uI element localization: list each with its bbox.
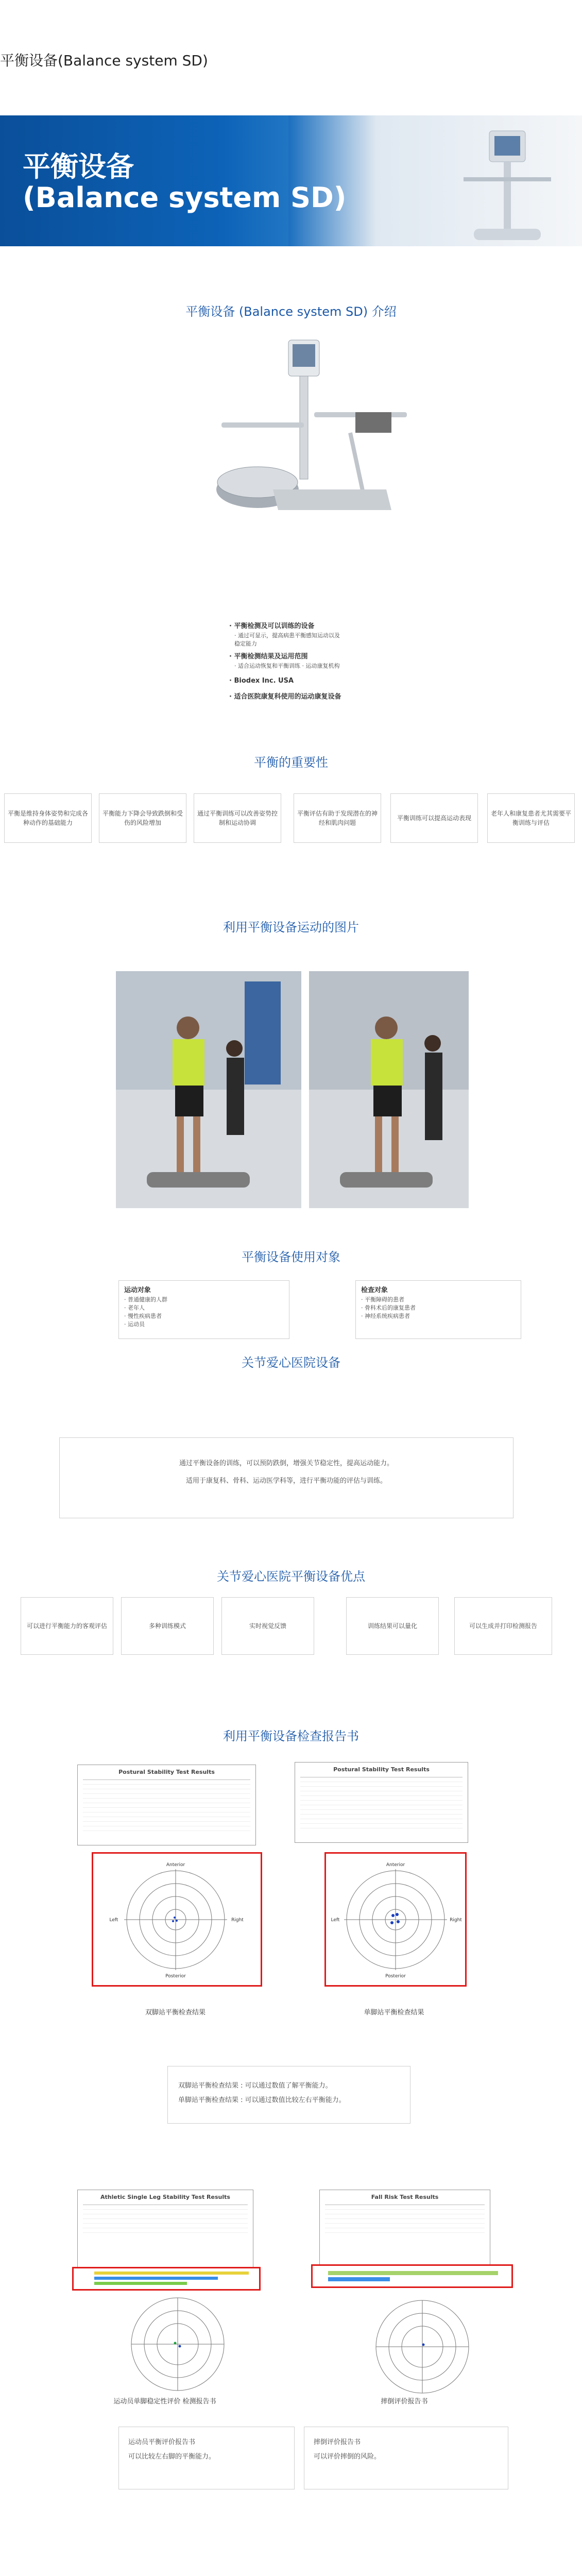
- targets-left-head: 运动对象: [124, 1286, 151, 1294]
- hero-title-line2: (Balance system SD): [23, 181, 347, 214]
- report-2-table: [300, 1777, 463, 1829]
- report-4-target-plot: [371, 2295, 474, 2398]
- knee-prevent-line: 适用于康复科、骨科、运动医学科等，进行平衡功能的评估与训练。: [185, 1477, 387, 1485]
- report-3-target-plot: [126, 2293, 229, 2396]
- report-1-caption: 双脚站平衡检查结果: [145, 2009, 206, 2016]
- importance-card: 通过平衡训练可以改善姿势控制和运动协调: [194, 793, 281, 843]
- advantage-card: 可以进行平衡能力的客观评估: [21, 1597, 113, 1655]
- hero-title-line1: 平衡设备: [23, 150, 134, 183]
- report-3-bars: [74, 2268, 259, 2289]
- report-4-caption: 摔倒评价报告书: [381, 2398, 428, 2405]
- intro-item-body: · 通过可显示，提高病患平衡感知运动以及 稳定能力: [234, 632, 340, 647]
- report-4-desc: 摔倒评价报告书: [314, 2438, 361, 2446]
- advantages-title: 关节爱心医院平衡设备优点: [217, 1569, 365, 1584]
- report-3-desc-box: [118, 2427, 295, 2489]
- knee-prevent-line: 通过平衡设备的训练，可以预防跌倒，增强关节稳定性，提高运动能力。: [179, 1460, 393, 1467]
- report-3-desc: 运动员平衡评价报告书: [128, 2438, 196, 2446]
- report-1-target-box: [92, 1852, 262, 1987]
- report-3-desc: 可以比较左右脚的平衡能力。: [128, 2453, 216, 2461]
- report-3: [77, 2190, 253, 2276]
- targets-right-box: [355, 1280, 521, 1339]
- exercise-photo-2: [309, 971, 469, 1208]
- advantage-card: 可以生成并打印检测报告: [454, 1597, 552, 1655]
- report-2-caption: 单脚站平衡检查结果: [364, 2009, 424, 2016]
- report-2-target-plot: [326, 1854, 465, 1985]
- page-title: 平衡设备(Balance system SD): [0, 52, 208, 69]
- targets-left-item: · 普通健康的人群: [124, 1296, 167, 1303]
- report-1-target-plot: [93, 1854, 261, 1985]
- knee-prevent-title: 关节爱心医院设备: [242, 1355, 340, 1370]
- report-1-table: [83, 1780, 250, 1832]
- targets-left-item: · 老年人: [124, 1304, 145, 1311]
- reports-desc-box: [167, 2066, 410, 2124]
- targets-title: 平衡设备使用对象: [242, 1250, 340, 1264]
- report-4-title: Fall Risk Test Results: [371, 2194, 439, 2200]
- hero-banner: [0, 115, 582, 246]
- report-2-title: Postural Stability Test Results: [333, 1766, 430, 1773]
- photos-title: 利用平衡设备运动的图片: [223, 920, 359, 935]
- advantage-card: 训练结果可以量化: [346, 1597, 439, 1655]
- targets-right-item: · 平衡障碍的患者: [361, 1296, 404, 1303]
- report-4-bar-box: [311, 2264, 513, 2288]
- advantage-card: 多种训练模式: [121, 1597, 214, 1655]
- report-1: [77, 1765, 256, 1845]
- exercise-photo-1: [116, 971, 301, 1208]
- intro-item-body: · 适合运动恢复和平衡训练 · 运动康复机构: [234, 663, 340, 669]
- targets-left-item: · 运动员: [124, 1321, 145, 1328]
- importance-title: 平衡的重要性: [254, 755, 328, 770]
- report-1-title: Postural Stability Test Results: [118, 1769, 215, 1775]
- balance-device-image: [211, 335, 412, 526]
- report-4-table: [325, 2205, 485, 2236]
- svg-text:Anterior: Anterior: [166, 1862, 185, 1868]
- targets-right-item: · 骨科术后的康复患者: [361, 1304, 416, 1311]
- reports-desc-line: 单脚站平衡检查结果 : 可以通过数值比较左右平衡能力。: [178, 2096, 346, 2104]
- svg-text:Right: Right: [450, 1918, 462, 1923]
- reports-title: 利用平衡设备检查报告书: [223, 1729, 359, 1743]
- svg-text:Left: Left: [109, 1918, 118, 1923]
- report-3-bar-box: [72, 2267, 261, 2291]
- importance-card: 平衡能力下降会导致跌倒和受伤的风险增加: [99, 793, 186, 843]
- intro-item-head: · 适合医院康复科使用的运动康复设备: [229, 693, 341, 701]
- intro-item-head: · 平衡检测及可以训练的设备: [229, 622, 315, 630]
- targets-left-box: [118, 1280, 289, 1339]
- intro-list: [229, 621, 404, 702]
- targets-left-item: · 慢性疾病患者: [124, 1313, 162, 1319]
- importance-card: 平衡评估有助于发现潜在的神经和肌肉问题: [294, 793, 381, 843]
- report-3-title: Athletic Single Leg Stability Test Results: [100, 2194, 230, 2200]
- importance-card: 平衡是维持身体姿势和完成各种动作的基础能力: [4, 793, 92, 843]
- hero-machine-image: [453, 121, 556, 244]
- hero-title: [23, 151, 347, 213]
- report-4-bars: [313, 2266, 511, 2286]
- knee-prevent-box: [59, 1437, 513, 1518]
- importance-card: 平衡训练可以提高运动表现: [390, 793, 478, 843]
- targets-right-item: · 神经系统疾病患者: [361, 1313, 410, 1319]
- advantage-card: 实时视觉反馈: [221, 1597, 314, 1655]
- svg-text:Posterior: Posterior: [165, 1974, 186, 1979]
- report-4-desc-box: [304, 2427, 508, 2489]
- intro-title: 平衡设备 (Balance system SD) 介绍: [185, 304, 397, 319]
- svg-text:Right: Right: [231, 1918, 244, 1923]
- importance-card: 老年人和康复患者尤其需要平衡训练与评估: [487, 793, 575, 843]
- reports-desc-line: 双脚站平衡检查结果 : 可以通过数值了解平衡能力。: [178, 2082, 332, 2090]
- intro-item-head: · Biodex Inc. USA: [229, 677, 294, 685]
- report-2: [295, 1762, 468, 1843]
- report-3-table: [83, 2205, 248, 2236]
- intro-item-head: · 平衡检测结果及运用范围: [229, 653, 308, 660]
- targets-right-head: 检查对象: [361, 1286, 388, 1294]
- report-4: [319, 2190, 490, 2276]
- svg-text:Anterior: Anterior: [386, 1862, 405, 1868]
- report-3-caption: 运动员单脚稳定性评价 检测报告书: [113, 2398, 216, 2405]
- report-2-target-box: [324, 1852, 467, 1987]
- svg-text:Posterior: Posterior: [385, 1974, 406, 1979]
- svg-text:Left: Left: [331, 1918, 340, 1923]
- report-4-desc: 可以评价摔倒的风险。: [314, 2453, 381, 2461]
